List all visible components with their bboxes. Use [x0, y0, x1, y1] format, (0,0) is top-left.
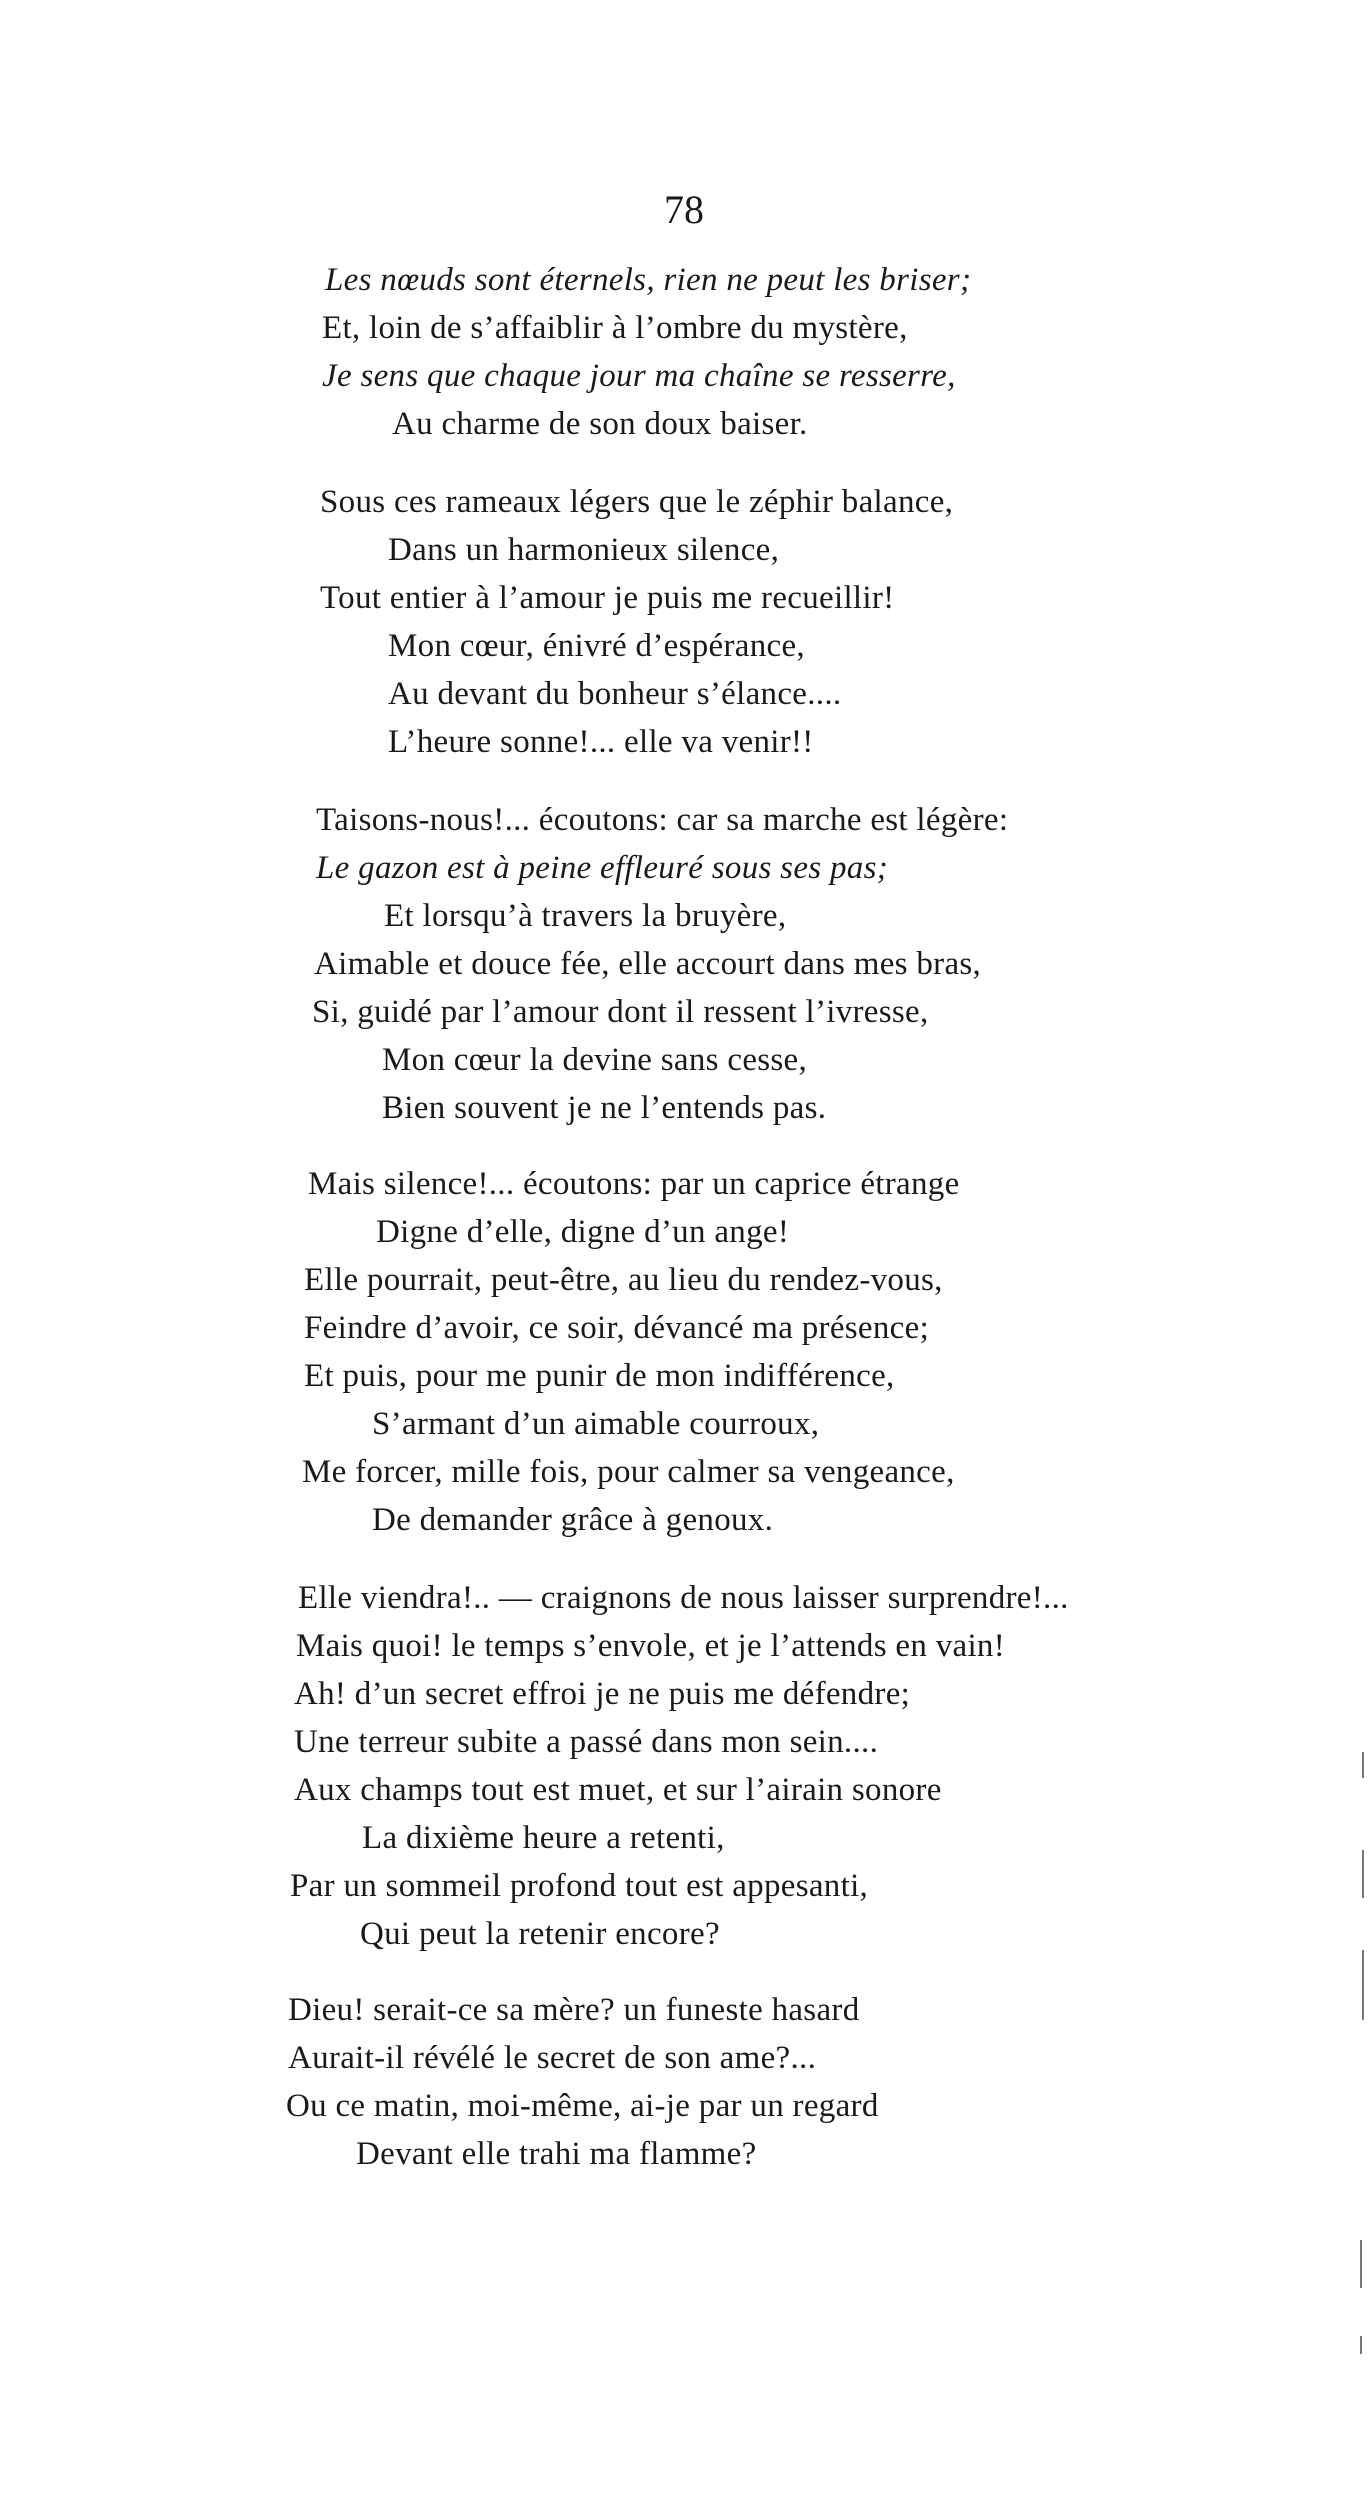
poem-line: Par un sommeil profond tout est appesanti,	[290, 1868, 869, 1904]
poem-line: Les nœuds sont éternels, rien ne peut les briser;	[325, 262, 972, 298]
poem-line: S’armant d’un aimable courroux,	[372, 1406, 820, 1442]
poem-line: Au devant du bonheur s’élance....	[388, 676, 842, 712]
poem-line: Je sens que chaque jour ma chaîne se resserre,	[322, 358, 956, 394]
poem-line: Au charme de son doux baiser.	[392, 406, 808, 442]
scan-mark	[1362, 1752, 1364, 1778]
poem-line: Dans un harmonieux silence,	[388, 532, 780, 568]
poem-line: Mais silence!... écoutons: par un caprice étrange	[308, 1166, 960, 1202]
poem-line: Sous ces rameaux légers que le zéphir balance,	[320, 484, 954, 520]
poem-line: Et lorsqu’à travers la bruyère,	[384, 898, 787, 934]
scan-mark	[1362, 1850, 1364, 1898]
poem-line: Qui peut la retenir encore?	[360, 1916, 720, 1952]
scan-mark	[1362, 1950, 1364, 2020]
poem-line: Taisons-nous!... écoutons: car sa marche est légère:	[316, 802, 1009, 838]
page-number: 78	[664, 187, 704, 232]
poem-line: Mais quoi! le temps s’envole, et je l’attends en vain!	[296, 1628, 1006, 1664]
poem-line: Mon cœur la devine sans cesse,	[382, 1042, 808, 1078]
poem-line: Me forcer, mille fois, pour calmer sa vengeance,	[302, 1454, 955, 1490]
poem-line: Elle viendra!.. — craignons de nous laisser surprendre!...	[298, 1580, 1069, 1616]
poem-line: Dieu! serait-ce sa mère? un funeste hasard	[288, 1992, 860, 2028]
poem-line: Le gazon est à peine effleuré sous ses pas;	[316, 850, 888, 886]
poem-line: Mon cœur, énivré d’espérance,	[388, 628, 805, 664]
poem-line: L’heure sonne!... elle va venir!!	[388, 724, 814, 760]
poem-line: Digne d’elle, digne d’un ange!	[376, 1214, 790, 1250]
poem-line: Et puis, pour me punir de mon indifférence,	[304, 1358, 895, 1394]
poem-line: Feindre d’avoir, ce soir, dévancé ma présence;	[304, 1310, 930, 1346]
poem-line: Bien souvent je ne l’entends pas.	[382, 1090, 827, 1126]
poem-line: Aux champs tout est muet, et sur l’airain sonore	[294, 1772, 942, 1808]
poem-line: De demander grâce à genoux.	[372, 1502, 774, 1538]
scan-mark	[1360, 2336, 1362, 2354]
scan-mark	[1360, 2240, 1362, 2288]
poem-line: Une terreur subite a passé dans mon sein....	[294, 1724, 879, 1760]
poem-line: Aurait-il révélé le secret de son ame?...	[288, 2040, 817, 2076]
poem-line: Si, guidé par l’amour dont il ressent l’ivresse,	[312, 994, 929, 1030]
poem-line: Et, loin de s’affaiblir à l’ombre du mystère,	[322, 310, 908, 346]
poem-line: Tout entier à l’amour je puis me recueillir!	[320, 580, 895, 616]
poem-line: Aimable et douce fée, elle accourt dans mes bras,	[314, 946, 982, 982]
poem-line: Elle pourrait, peut-être, au lieu du rendez-vous,	[304, 1262, 943, 1298]
poem-line: Devant elle trahi ma flamme?	[356, 2136, 757, 2172]
poem-line: Ou ce matin, moi-même, ai-je par un regard	[286, 2088, 879, 2124]
poem-line: La dixième heure a retenti,	[362, 1820, 725, 1856]
poem-line: Ah! d’un secret effroi je ne puis me défendre;	[294, 1676, 911, 1712]
